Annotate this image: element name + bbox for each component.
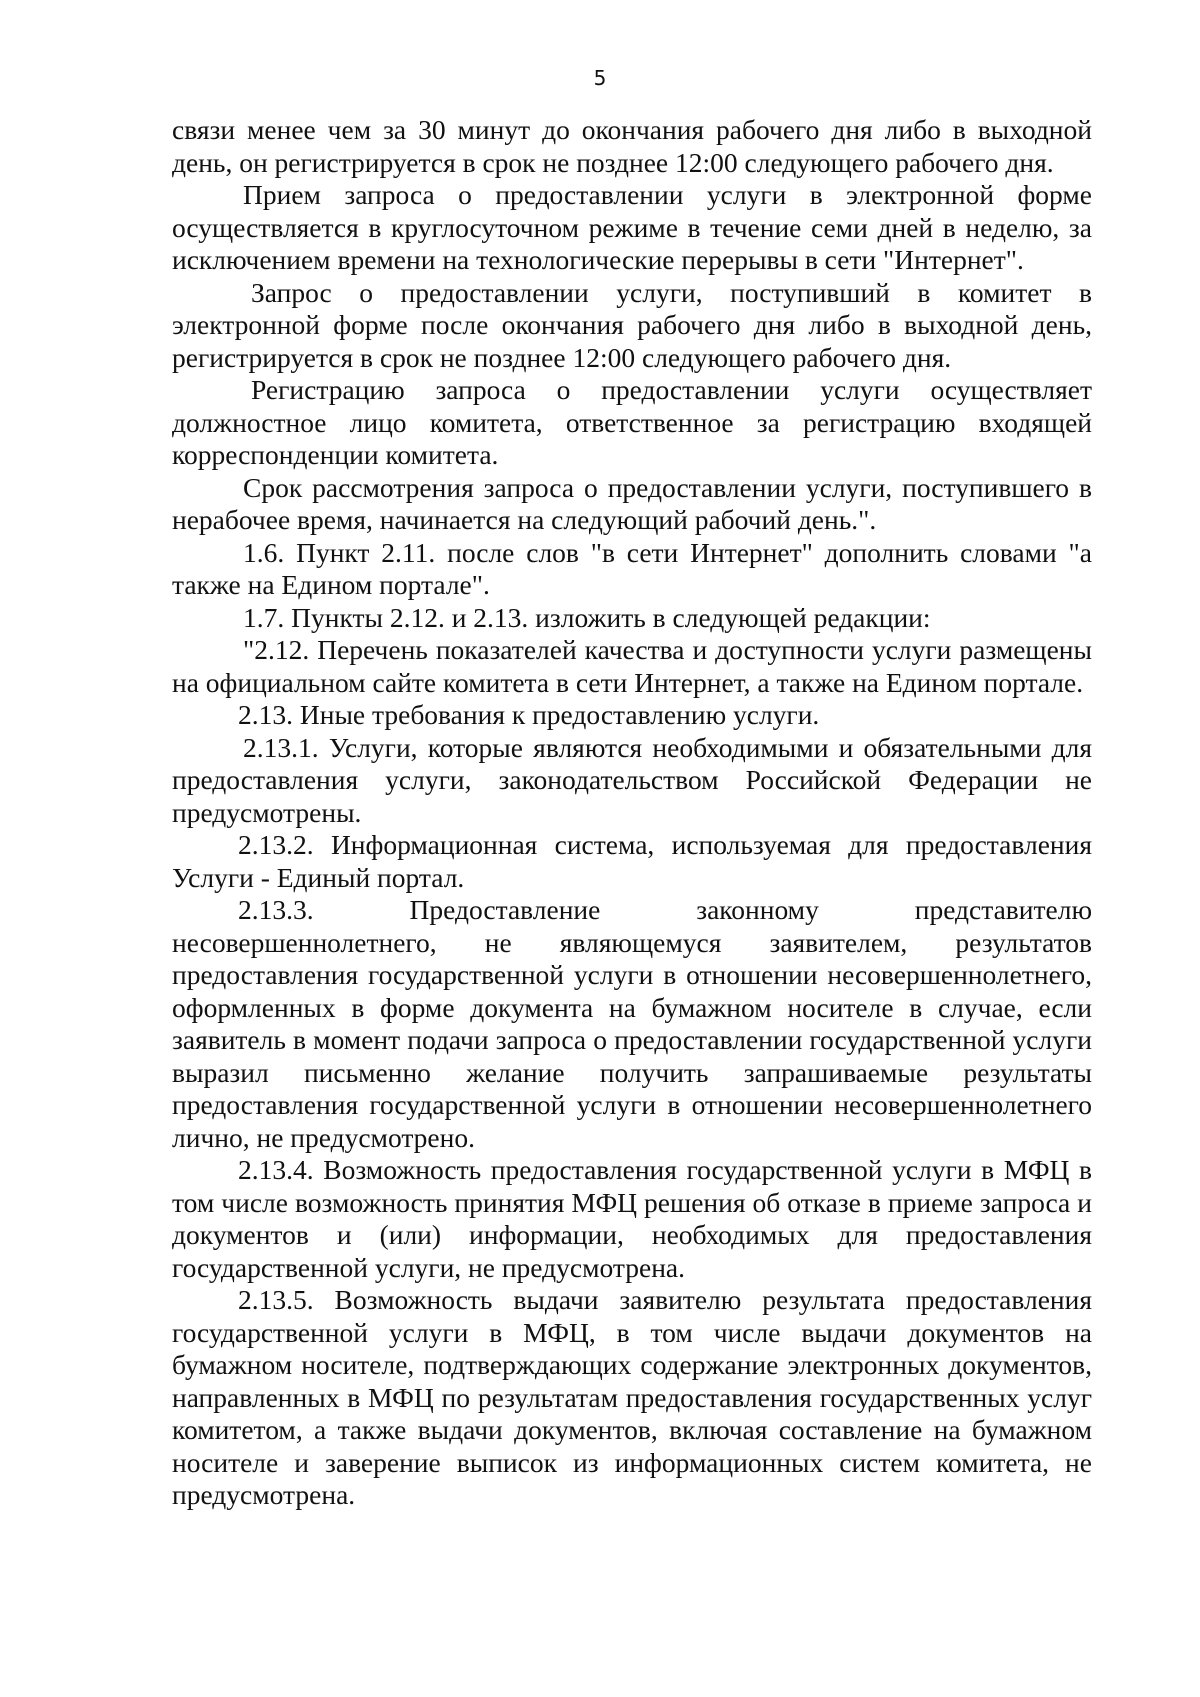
paragraph-request-registration-time: Запрос о предоставлении услуги, поступивший в комитет в электронной форме после окончания рабочего дня либо в выходной день, регистрируется в срок не позднее 12:00 следующего рабочего дня. — [172, 276, 1092, 373]
paragraph-electronic-request: Прием запроса о предоставлении услуги в электронной форме осуществляется в круглосуточном режиме в течение семи дней в неделю, за исключением времени на технологические перерывы в сети "Интернет". — [172, 179, 1092, 275]
paragraph-registration-officer: Регистрацию запроса о предоставлении услуги осуществляет должностное лицо комитета, ответственное за регистрацию входящей корреспонденции комитета. — [172, 374, 1092, 470]
paragraph-item-1-7: 1.7. Пункты 2.12. и 2.13. изложить в следующей редакции: — [243, 601, 931, 633]
paragraph-item-2-13-2: 2.13.2. Информационная система, используемая для предоставления Услуги - Единый портал. — [172, 829, 1092, 893]
paragraph-item-2-13-4: 2.13.4. Возможность предоставления государственной услуги в МФЦ в том числе возможность принятия МФЦ решения об отказе в приеме запроса и документов и (или) информации, необходимых для предоставления государственной услуги, не предусмотрена. — [172, 1154, 1092, 1283]
paragraph-item-1-6: 1.6. Пункт 2.11. после слов "в сети Интернет" дополнить словами "а также на Едином портале". — [172, 536, 1092, 600]
paragraph-item-2-13: 2.13. Иные требования к предоставлению услуги. — [238, 699, 820, 730]
paragraph-continuation: связи менее чем за 30 минут до окончания рабочего дня либо в выходной день, он регистрируется в срок не позднее 12:00 следующего рабочего дня. — [172, 114, 1092, 178]
paragraph-item-2-13-5: 2.13.5. Возможность выдачи заявителю результата предоставления государственной услуги в МФЦ, в том числе выдачи документов на бумажном носителе, подтверждающих содержание электронных документов, направленных в МФЦ по результатам предоставления государственных услуг комитетом, а также выдачи документов, включая составление на бумажном носителе и заверение выписок из информационных систем комитета, не предусмотрена. — [172, 1284, 1092, 1510]
paragraph-item-2-13-3: 2.13.3. Предоставление законному представителю несовершеннолетнего, не являющемуся заявителем, результатов предоставления государственной услуги в отношении несовершеннолетнего, оформленных в форме документа на бумажном носителе в случае, если заявитель в момент подачи запроса о предоставлении государственной услуги выразил письменно желание получить запрашиваемые результаты предоставления государственной услуги в отношении несовершеннолетнего лично, не предусмотрено. — [172, 894, 1092, 1153]
paragraph-item-2-12: "2.12. Перечень показателей качества и доступности услуги размещены на официальном сайте комитета в сети Интернет, а также на Едином портале. — [172, 634, 1092, 698]
paragraph-item-2-13-1: 2.13.1. Услуги, которые являются необходимыми и обязательными для предоставления услуги, законодательством Российской Федерации не предусмотрены. — [172, 731, 1092, 828]
document-body — [172, 114, 1092, 1512]
paragraph-review-period: Срок рассмотрения запроса о предоставлении услуги, поступившего в нерабочее время, начинается на следующий рабочий день.". — [172, 471, 1092, 535]
page-number: 5 — [593, 66, 607, 90]
